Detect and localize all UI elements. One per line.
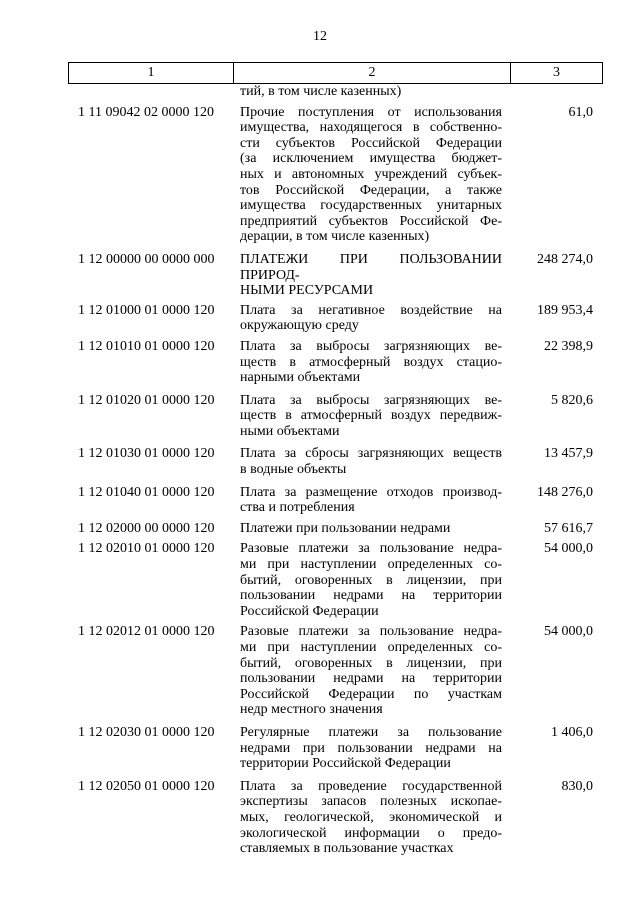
description-line: окружающую среду — [240, 318, 359, 334]
income-description — [240, 105, 502, 245]
description-line: ществ в атмосферный воздух стацио- — [240, 354, 502, 370]
description-line: Плата за выбросы загрязняющих ве- — [240, 392, 502, 408]
description-line: сти субъектов Российской Федерации — [240, 135, 502, 151]
budget-code: 1 12 02030 01 0000 120 — [78, 724, 215, 740]
description-line: Платежи при пользовании недрами — [240, 520, 451, 536]
income-description — [240, 303, 502, 334]
description-line: Плата за сбросы загрязняющих веществ — [240, 446, 502, 462]
table-row — [68, 252, 603, 299]
income-description — [240, 541, 502, 619]
income-description — [240, 779, 502, 857]
amount: 148 276,0 — [537, 484, 593, 500]
table-row — [68, 84, 603, 100]
description-line: ных и автономных учреждений субъек- — [240, 166, 502, 182]
amount: 1 406,0 — [551, 724, 593, 740]
description-line: недрами при пользовании недрами на — [240, 740, 502, 756]
income-description — [240, 252, 502, 299]
table-row — [68, 105, 603, 245]
description-line: имущества государственных унитарных — [240, 198, 502, 214]
description-line: территории Российской Федерации — [240, 756, 451, 772]
description-line: Разовые платежи за пользование недра- — [240, 541, 502, 557]
budget-code: 1 12 02000 00 0000 120 — [78, 520, 215, 536]
description-line: бытий, оговоренных в лицензии, при — [240, 655, 502, 671]
description-line: предприятий субъектов Российской Фе- — [240, 213, 502, 229]
budget-code: 1 12 01020 01 0000 120 — [78, 392, 215, 408]
description-line: Плата за выбросы загрязняющих ве- — [240, 338, 502, 354]
table-row — [68, 521, 603, 537]
header-col-3: 3 — [553, 65, 560, 80]
description-line: ми при наступлении определенных со- — [240, 557, 502, 573]
table-row — [68, 446, 603, 477]
description-line: ществ в атмосферный воздух передвиж- — [240, 408, 502, 424]
header-col-2: 2 — [234, 63, 511, 83]
description-line: ставляемых в пользование участках — [240, 841, 454, 857]
description-line: экспертизы запасов полезных ископае- — [240, 794, 502, 810]
income-description — [240, 521, 502, 537]
income-description — [240, 485, 502, 516]
budget-code: 1 12 01000 01 0000 120 — [78, 302, 215, 318]
table-row — [68, 339, 603, 386]
header-col-1: 1 — [69, 63, 234, 83]
amount: 57 616,7 — [544, 520, 593, 536]
table-row — [68, 725, 603, 772]
description-line: НЫМИ РЕСУРСАМИ — [240, 283, 374, 299]
description-line: ства и потребления — [240, 500, 355, 516]
table-row — [68, 393, 603, 440]
budget-code: 1 12 02012 01 0000 120 — [78, 624, 215, 640]
description-line: Плата за проведение государственной — [240, 778, 502, 794]
description-line: в водные объекты — [240, 462, 347, 478]
income-description — [240, 84, 502, 100]
description-line: Разовые платежи за пользование недра- — [240, 624, 502, 640]
description-line: Российской Федерации — [240, 603, 379, 619]
page-number: 12 — [313, 29, 327, 44]
description-line: Российской Федерации по участкам — [240, 686, 502, 702]
description-line: ными объектами — [240, 423, 340, 439]
income-description — [240, 339, 502, 386]
budget-code: 1 12 01010 01 0000 120 — [78, 338, 215, 354]
description-line: экологической информации о предо- — [240, 825, 502, 841]
table-row — [68, 779, 603, 857]
description-line: тов Российской Федерации, а также — [240, 182, 502, 198]
description-line: ПЛАТЕЖИ ПРИ ПОЛЬЗОВАНИИ ПРИРОД- — [240, 251, 502, 283]
amount: 54 000,0 — [544, 624, 593, 640]
budget-code — [68, 84, 240, 100]
table-row — [68, 541, 603, 619]
income-description — [240, 446, 502, 477]
amount: 54 000,0 — [544, 541, 593, 557]
table-header — [68, 62, 603, 84]
amount: 22 398,9 — [544, 338, 593, 354]
budget-code: 1 12 00000 00 0000 000 — [78, 251, 215, 267]
description-line: бытий, оговоренных в лицензии, при — [240, 572, 502, 588]
amount: 61,0 — [568, 104, 593, 120]
budget-code: 1 12 01040 01 0000 120 — [78, 484, 215, 500]
description-line: дерации, в том числе казенных) — [240, 229, 430, 245]
income-description — [240, 393, 502, 440]
table-row — [68, 303, 603, 334]
description-line: недр местного значения — [240, 702, 383, 718]
description-line: Прочие поступления от использования — [240, 104, 502, 120]
budget-code: 1 11 09042 02 0000 120 — [78, 104, 214, 120]
description-line: нарными объектами — [240, 370, 361, 386]
budget-code: 1 12 01030 01 0000 120 — [78, 446, 215, 462]
budget-table — [68, 84, 603, 864]
description-line: пользовании недрами на территории — [240, 588, 502, 604]
amount: 5 820,6 — [551, 392, 593, 408]
amount: 13 457,9 — [544, 446, 593, 462]
income-description — [240, 725, 502, 772]
amount: 830,0 — [561, 778, 593, 794]
budget-code: 1 12 02010 01 0000 120 — [78, 541, 215, 557]
description-line: тий, в том числе казенных) — [240, 84, 402, 99]
table-row — [68, 624, 603, 718]
description-line: имущества, находящегося в собственно- — [240, 120, 502, 136]
description-line: Плата за размещение отходов производ- — [240, 484, 502, 500]
description-line: (за исключением имущества бюджет- — [240, 151, 502, 167]
amount: 189 953,4 — [537, 302, 593, 318]
description-line: Регулярные платежи за пользование — [240, 724, 502, 740]
description-line: Плата за негативное воздействие на — [240, 302, 502, 318]
description-line: пользовании недрами на территории — [240, 671, 502, 687]
budget-code: 1 12 02050 01 0000 120 — [78, 778, 215, 794]
description-line: ми при наступлении определенных со- — [240, 640, 502, 655]
description-line: мых, геологической, экономической и — [240, 809, 502, 825]
amount — [502, 84, 603, 100]
amount: 248 274,0 — [537, 251, 593, 267]
table-row — [68, 485, 603, 516]
income-description — [240, 624, 502, 718]
